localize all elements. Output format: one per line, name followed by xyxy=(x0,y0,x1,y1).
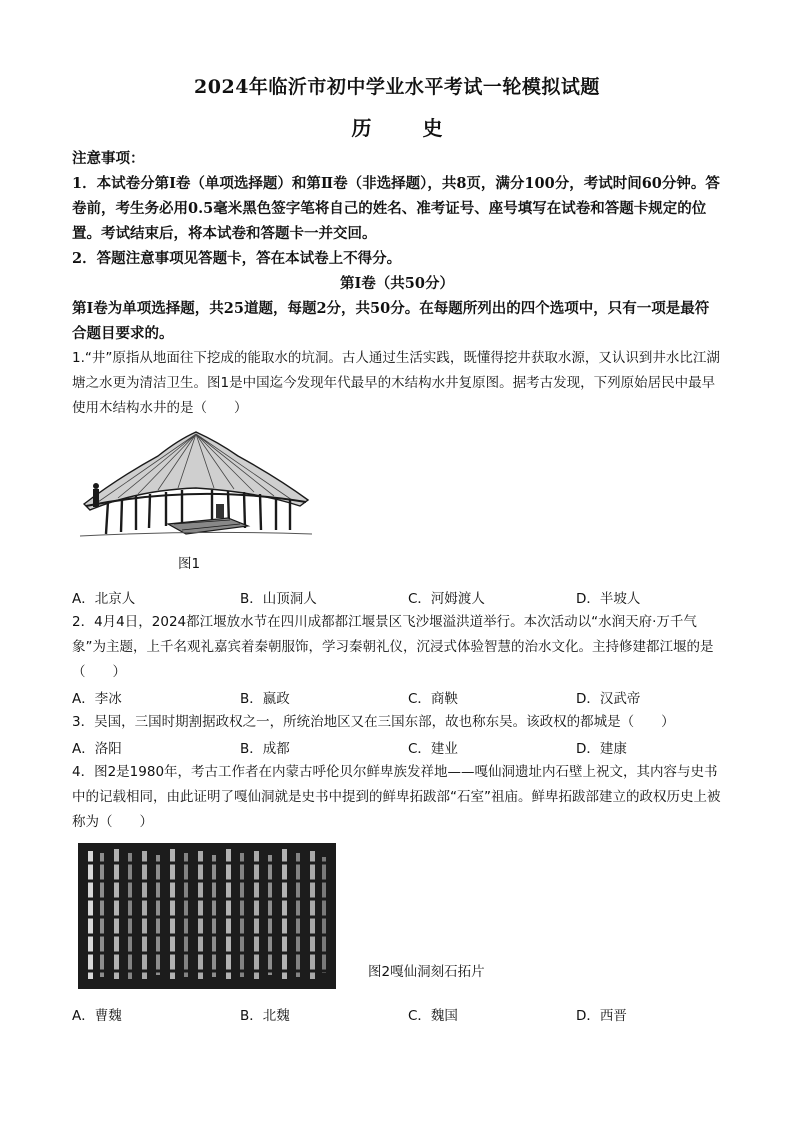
rubbing-figure xyxy=(78,843,336,989)
option-d[interactable]: D．半坡人 xyxy=(576,591,641,607)
option-b[interactable]: B．山顶洞人 xyxy=(240,591,317,607)
option-b[interactable]: B．成都 xyxy=(240,741,290,757)
figure-2-caption: 图2嘎仙洞刻石拓片 xyxy=(368,964,485,980)
notice-heading: 注意事项： xyxy=(72,150,145,167)
question-1-stem: 1.“井”原指从地面往下挖成的能取水的坑洞。古人通过生活实践，既懂得挖井获取水源，又认识到井水比江湖塘之水更为清洁卫生。图1是中国迄今发现年代最早的木结构水井复原图。据考古发现，下列原始居民中最早使用木结构水井的是（ ） xyxy=(72,350,720,416)
option-a[interactable]: A．李冰 xyxy=(72,691,122,707)
question-4-options xyxy=(72,1004,722,1028)
question-4-stem: 4．图2是1980年，考古工作者在内蒙古呼伦贝尔鲜卑族发祥地——嘎仙洞遗址内石壁上祝文，其内容与史书中的记载相同，由此证明了嘎仙洞就是史书中提到的鲜卑拓跋部“石室”祖庙。鲜卑拓跋部建立的政权历史上被称为（ ） xyxy=(72,764,721,830)
option-d[interactable]: D．建康 xyxy=(576,741,627,757)
option-c[interactable]: C．建业 xyxy=(408,741,458,757)
section-instruction: 第Ⅰ卷为单项选择题，共25道题，每题2分，共50分。在每题所列出的四个选项中，只有一项是最符合题目要求的。 xyxy=(72,300,710,342)
question-1-options xyxy=(72,587,722,611)
option-d[interactable]: D．西晋 xyxy=(576,1008,627,1024)
option-d[interactable]: D．汉武帝 xyxy=(576,691,641,707)
section-heading: 第Ⅰ卷（共50分） xyxy=(340,275,454,292)
notice-item-2: 2．答题注意事项见答题卡，答在本试卷上不得分。 xyxy=(72,250,402,267)
option-b[interactable]: B．北魏 xyxy=(240,1008,290,1024)
option-a[interactable]: A．曹魏 xyxy=(72,1008,122,1024)
notice-item-1: 1．本试卷分第Ⅰ卷（单项选择题）和第Ⅱ卷（非选择题），共8页，满分100分，考试时间60分钟。答卷前，考生务必用0.5毫米黑色签字笔将自己的姓名、准考证号、座号填写在试卷和答题卡规定的位置。考试结束后，将本试卷和答题卡一并交回。 xyxy=(72,175,720,242)
option-c[interactable]: C．河姆渡人 xyxy=(408,591,485,607)
subject-title: 历 史 xyxy=(351,116,465,140)
option-a[interactable]: A．洛阳 xyxy=(72,741,122,757)
question-2-stem: 2．4月4日，2024都江堰放水节在四川成都都江堰景区飞沙堰溢洪道举行。本次活动以“水润天府·万千气象”为主题，上千名观礼嘉宾着秦朝服饰，学习秦朝礼仪，沉浸式体验智慧的治水文化。主持修建都江堰的是（ ） xyxy=(72,614,714,680)
option-a[interactable]: A．北京人 xyxy=(72,591,136,607)
question-3-stem: 3．吴国，三国时期割据政权之一，所统治地区又在三国东部，故也称东吴。该政权的都城是（ ） xyxy=(72,714,675,730)
exam-title: 2024年临沂市初中学业水平考试一轮模拟试题 xyxy=(194,76,600,98)
question-3-options xyxy=(72,737,722,761)
figure-1-caption: 图1 xyxy=(178,556,201,572)
option-c[interactable]: C．魏国 xyxy=(408,1008,458,1024)
option-b[interactable]: B．嬴政 xyxy=(240,691,290,707)
option-c[interactable]: C．商鞅 xyxy=(408,691,458,707)
well-reconstruction-figure xyxy=(78,426,314,540)
question-2-options xyxy=(72,687,722,711)
